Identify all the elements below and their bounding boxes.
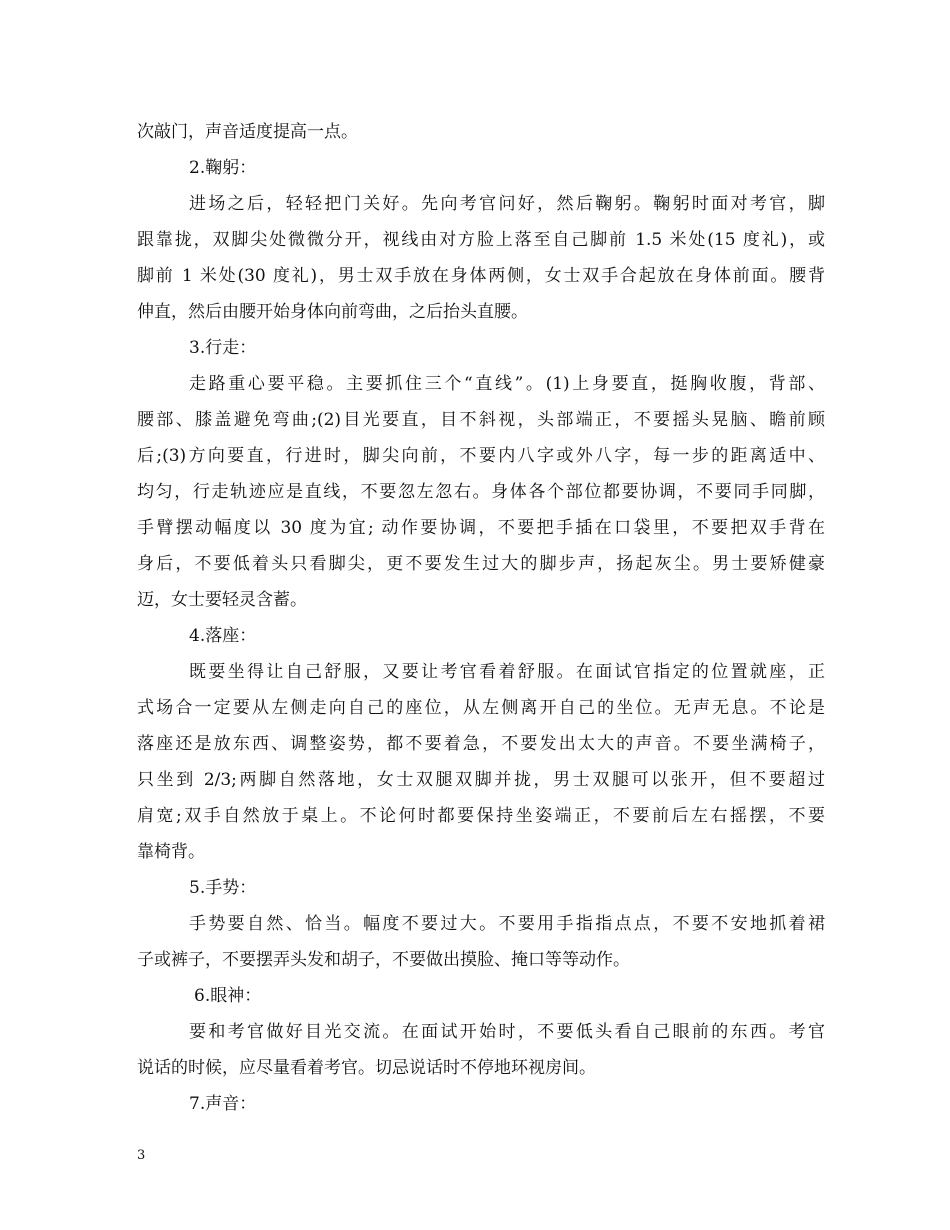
section-heading-eyes: 6.眼神：: [194, 986, 262, 1006]
text-line: 手臂摆动幅度以 30 度为宜; 动作要协调，不要把手插在口袋里，不要把双手背在: [137, 518, 825, 538]
text-line: 手势要自然、恰当。幅度不要过大。不要用手指指点点，不要不安地抓着裙: [189, 914, 825, 934]
text-line: 子或裤子，不要摆弄头发和胡子，不要做出摸脸、掩口等等动作。: [137, 950, 630, 970]
section-heading-sitting: 4.落座：: [189, 626, 257, 646]
text-line: 腰部、膝盖避免弯曲;(2)目光要直，目不斜视，头部端正，不要摇头晃脑、瞻前顾: [137, 410, 825, 430]
text-line: 跟靠拢，双脚尖处微微分开，视线由对方脸上落至自己脚前 1.5 米处(15 度礼)，或: [137, 230, 825, 250]
text-line: 走路重心要平稳。主要抓住三个“直线”。(1)上身要直，挺胸收腹，背部、: [189, 374, 825, 394]
section-heading-bowing: 2.鞠躬：: [189, 158, 257, 178]
text-line: 身后，不要低着头只看脚尖，更不要发生过大的脚步声，扬起灰尘。男士要矫健豪: [137, 554, 825, 574]
document-body: [137, 114, 825, 1122]
section-heading-gestures: 5.手势：: [189, 878, 257, 898]
text-line: 伸直，然后由腰开始身体向前弯曲，之后抬头直腰。: [137, 302, 528, 322]
text-line: 进场之后，轻轻把门关好。先向考官问好，然后鞠躬。鞠躬时面对考官，脚: [189, 194, 825, 214]
text-line: 说话的时候，应尽量看着考官。切忌说话时不停地环视房间。: [137, 1058, 596, 1078]
section-heading-walking: 3.行走：: [189, 338, 257, 358]
section-heading-voice: 7.声音：: [189, 1094, 257, 1114]
text-line: 迈，女士要轻灵含蓄。: [137, 590, 307, 610]
text-line: 靠椅背。: [137, 842, 205, 862]
text-line: 落座还是放东西、调整姿势，都不要着急，不要发出太大的声音。不要坐满椅子，: [137, 734, 825, 754]
text-line: 要和考官做好目光交流。在面试开始时，不要低头看自己眼前的东西。考官: [189, 1022, 825, 1042]
text-line: 式场合一定要从左侧走向自己的座位，从左侧离开自己的坐位。无声无息。不论是: [137, 698, 825, 718]
text-line: 肩宽;双手自然放于桌上。不论何时都要保持坐姿端正，不要前后左右摇摆，不要: [137, 806, 825, 826]
text-line: 后;(3)方向要直，行进时，脚尖向前，不要内八字或外八字，每一步的距离适中、: [137, 446, 825, 466]
text-line: 只坐到 2/3;两脚自然落地，女士双腿双脚并拢，男士双腿可以张开，但不要超过: [137, 770, 825, 790]
text-line: 均匀，行走轨迹应是直线，不要忽左忽右。身体各个部位都要协调，不要同手同脚，: [137, 482, 825, 502]
text-line: 次敲门，声音适度提高一点。: [137, 122, 358, 142]
text-line: 脚前 1 米处(30 度礼)，男士双手放在身体两侧，女士双手合起放在身体前面。腰背: [137, 266, 825, 286]
text-line: 既要坐得让自己舒服，又要让考官看着舒服。在面试官指定的位置就座，正: [189, 662, 825, 682]
page-number: 3: [137, 1148, 146, 1163]
